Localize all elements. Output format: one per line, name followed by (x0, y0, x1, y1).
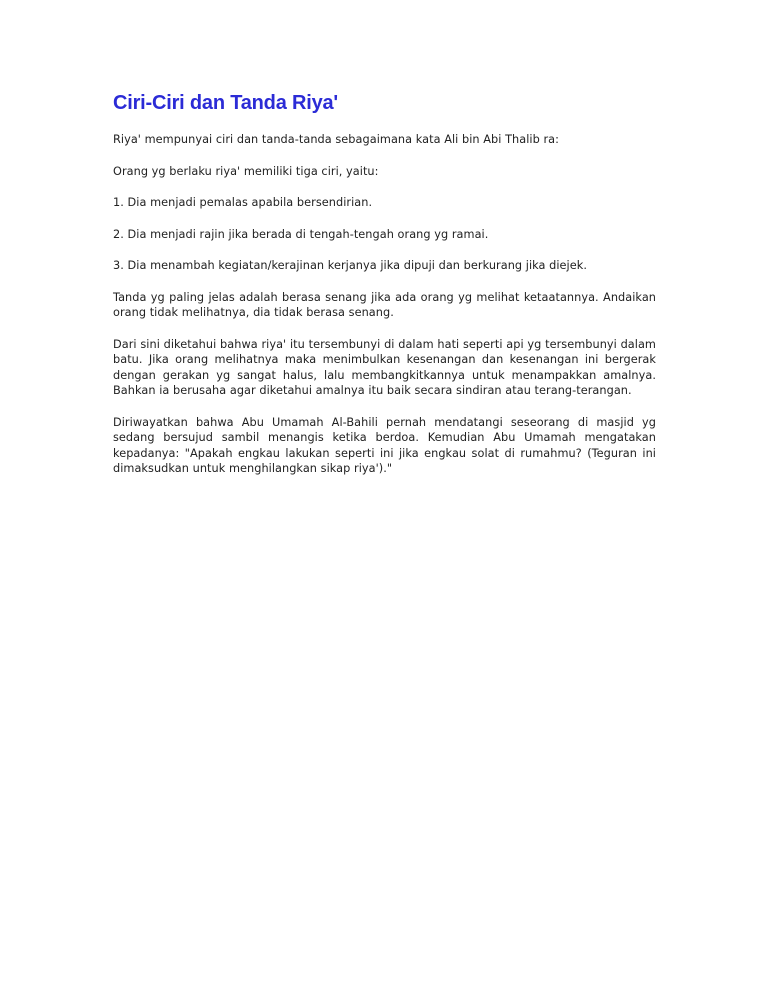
document-title: Ciri-Ciri dan Tanda Riya' (113, 92, 338, 114)
list-item-1: 1. Dia menjadi pemalas apabila bersendirian. (113, 196, 373, 209)
paragraph-clearest-sign: Tanda yg paling jelas adalah berasa senang jika ada orang yg melihat ketaatannya. Andaikan orang tidak melihatnya, dia tidak berasa senang. (113, 290, 656, 319)
list-item-3: 3. Dia menambah kegiatan/kerajinan kerjanya jika dipuji dan berkurang jika diejek. (113, 259, 587, 272)
document-page (113, 88, 656, 493)
paragraph-intro: Riya' mempunyai ciri dan tanda-tanda sebagaimana kata Ali bin Abi Thalib ra: (113, 133, 559, 146)
list-item-2: 2. Dia menjadi rajin jika berada di tengah-tengah orang yg ramai. (113, 227, 489, 241)
paragraph-abu-umamah: Diriwayatkan bahwa Abu Umamah Al-Bahili pernah mendatangi seseorang di masjid yg sedang bersujud sambil menangis ketika berdoa. Kemudian Abu Umamah mengatakan kepadanya: "Apakah engkau lakukan seperti ini jika engkau solat di rumahmu? (Teguran ini dimaksudkan untuk menghilangkan sikap riya')." (113, 415, 656, 475)
paragraph-three-traits: Orang yg berlaku riya' memiliki tiga ciri, yaitu: (113, 164, 379, 178)
paragraph-hidden-riya: Dari sini diketahui bahwa riya' itu tersembunyi di dalam hati seperti api yg tersembunyi dalam batu. Jika orang melihatnya maka menimbulkan kesenangan dan kesenangan ini bergerak dengan gerakan yg sangat halus, lalu membangkitkannya untuk menampakkan amalnya. Bahkan ia berusaha agar diketahui amalnya itu baik secara sindiran atau terang-terangan. (113, 337, 656, 397)
